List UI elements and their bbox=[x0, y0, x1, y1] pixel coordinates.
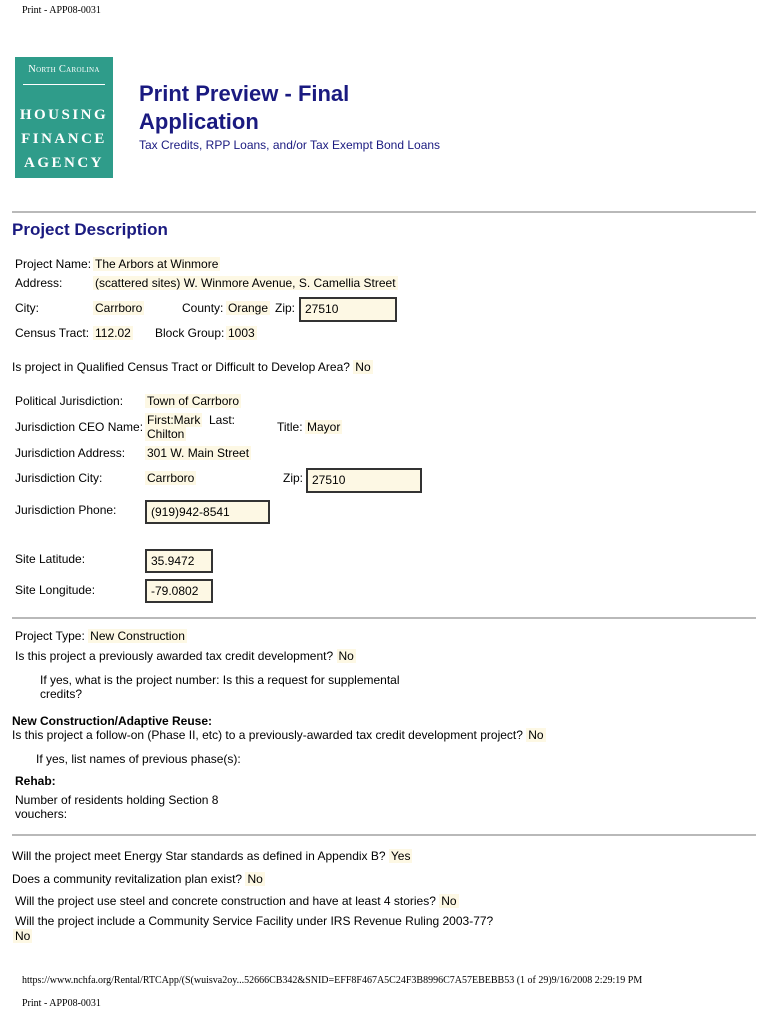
revitalization-row bbox=[12, 872, 265, 886]
qct-question bbox=[12, 360, 373, 374]
city-label: City: bbox=[15, 301, 39, 315]
ceo-first-name: First:Mark bbox=[147, 413, 201, 427]
county-value: Orange bbox=[228, 301, 269, 315]
project-name-label: Project Name: bbox=[15, 257, 92, 271]
project-type-row bbox=[15, 629, 187, 643]
footer-url: https://www.nchfa.org/Rental/RTCApp/(S(wuisva2oy...52666CB342&SNID=EFF8F467A5C24F3B8996C7A57EBEBB53 (1 of 29)9/16/2008 2:29:19 PM bbox=[22, 975, 643, 986]
divider bbox=[12, 617, 756, 619]
ceo-name-label: Jurisdiction CEO Name: bbox=[15, 420, 144, 434]
city-value: Carrboro bbox=[95, 301, 143, 315]
county-label: County: bbox=[182, 301, 224, 315]
project-type-label: Project Type: bbox=[15, 629, 85, 643]
followon-question: Is this project a follow-on (Phase II, etc) to a previously-awarded tax credit development project? bbox=[12, 728, 523, 742]
divider bbox=[12, 834, 756, 836]
steel-concrete-row bbox=[15, 894, 459, 908]
new-construction-heading: New Construction/Adaptive Reuse: bbox=[12, 714, 213, 728]
project-type-value: New Construction bbox=[90, 629, 185, 643]
ceo-last-name: Chilton bbox=[147, 427, 185, 441]
site-latitude-label: Site Latitude: bbox=[15, 552, 86, 566]
section-title: Project Description bbox=[12, 220, 168, 239]
block-group-value: 1003 bbox=[228, 326, 255, 340]
jurisdiction-city-label: Jurisdiction City: bbox=[15, 471, 103, 485]
jurisdiction-phone-field[interactable]: (919)942-8541 bbox=[145, 500, 270, 524]
logo-state-text: North Carolina bbox=[28, 64, 100, 75]
address-value: (scattered sites) W. Winmore Avenue, S. Camellia Street bbox=[95, 276, 396, 290]
qct-answer: No bbox=[355, 360, 371, 374]
print-header: Print - APP08-0031 bbox=[22, 5, 101, 16]
site-latitude-field[interactable]: 35.9472 bbox=[145, 549, 213, 573]
steel-concrete-answer: No bbox=[441, 894, 457, 908]
followon-row bbox=[12, 728, 546, 742]
jurisdiction-address-value: 301 W. Main Street bbox=[147, 446, 250, 460]
prev-awarded-answer: No bbox=[338, 649, 354, 663]
jurisdiction-phone-label: Jurisdiction Phone: bbox=[15, 503, 117, 517]
ceo-title-value: Mayor bbox=[307, 420, 341, 434]
page-title-line1: Print Preview - Final bbox=[139, 81, 350, 106]
logo-housing-text: HOUSING bbox=[19, 107, 109, 123]
prev-awarded-row bbox=[15, 649, 356, 663]
jurisdiction-city-value: Carrboro bbox=[147, 471, 195, 485]
energy-star-row bbox=[12, 849, 412, 863]
project-number-question-line1: If yes, what is the project number: Is this a request for supplemental bbox=[40, 673, 400, 687]
followon-answer: No bbox=[528, 728, 544, 742]
address-label: Address: bbox=[15, 276, 63, 290]
rehab-heading: Rehab: bbox=[15, 774, 56, 788]
project-number-question-line2: credits? bbox=[40, 687, 83, 701]
nchfa-logo bbox=[15, 57, 113, 178]
section8-residents-label-line1: Number of residents holding Section 8 bbox=[15, 793, 219, 807]
site-longitude-field[interactable]: -79.0802 bbox=[145, 579, 213, 603]
logo-divider bbox=[23, 84, 105, 85]
community-service-answer: No bbox=[15, 929, 31, 943]
project-name-value: The Arbors at Winmore bbox=[95, 257, 219, 271]
section8-residents-label-line2: vouchers: bbox=[15, 807, 68, 821]
print-footer: Print - APP08-0031 bbox=[22, 998, 101, 1009]
energy-star-answer: Yes bbox=[390, 849, 411, 863]
page-subtitle: Tax Credits, RPP Loans, and/or Tax Exempt Bond Loans bbox=[139, 138, 441, 152]
page-title-line2: Application bbox=[139, 109, 259, 134]
political-jurisdiction-value: Town of Carrboro bbox=[147, 394, 240, 408]
revitalization-answer: No bbox=[247, 872, 263, 886]
revitalization-question: Does a community revitalization plan exist? bbox=[12, 872, 243, 886]
logo-agency-text: AGENCY bbox=[23, 155, 104, 171]
energy-star-question: Will the project meet Energy Star standards as defined in Appendix B? bbox=[12, 849, 386, 863]
jurisdiction-address-label: Jurisdiction Address: bbox=[15, 446, 126, 460]
ceo-last-label: Last: bbox=[209, 413, 236, 427]
jurisdiction-zip-field[interactable]: 27510 bbox=[306, 468, 422, 493]
steel-concrete-question: Will the project use steel and concrete construction and have at least 4 stories? bbox=[15, 894, 436, 908]
census-tract-label: Census Tract: bbox=[15, 326, 90, 340]
jurisdiction-zip-label: Zip: bbox=[283, 471, 304, 485]
qct-question-text: Is project in Qualified Census Tract or Difficult to Develop Area? bbox=[12, 360, 350, 374]
divider bbox=[12, 211, 756, 213]
zip-label: Zip: bbox=[275, 301, 296, 315]
political-jurisdiction-label: Political Jurisdiction: bbox=[15, 394, 124, 408]
zip-field[interactable]: 27510 bbox=[299, 297, 397, 322]
block-group-label: Block Group: bbox=[155, 326, 225, 340]
ceo-title-label: Title: bbox=[277, 420, 303, 434]
logo-finance-text: FINANCE bbox=[21, 131, 107, 147]
previous-phases-label: If yes, list names of previous phase(s): bbox=[36, 752, 241, 766]
census-tract-value: 112.02 bbox=[95, 326, 131, 340]
site-longitude-label: Site Longitude: bbox=[15, 583, 96, 597]
prev-awarded-question: Is this project a previously awarded tax credit development? bbox=[15, 649, 334, 663]
community-service-question: Will the project include a Community Service Facility under IRS Revenue Ruling 2003-77? bbox=[15, 914, 494, 928]
